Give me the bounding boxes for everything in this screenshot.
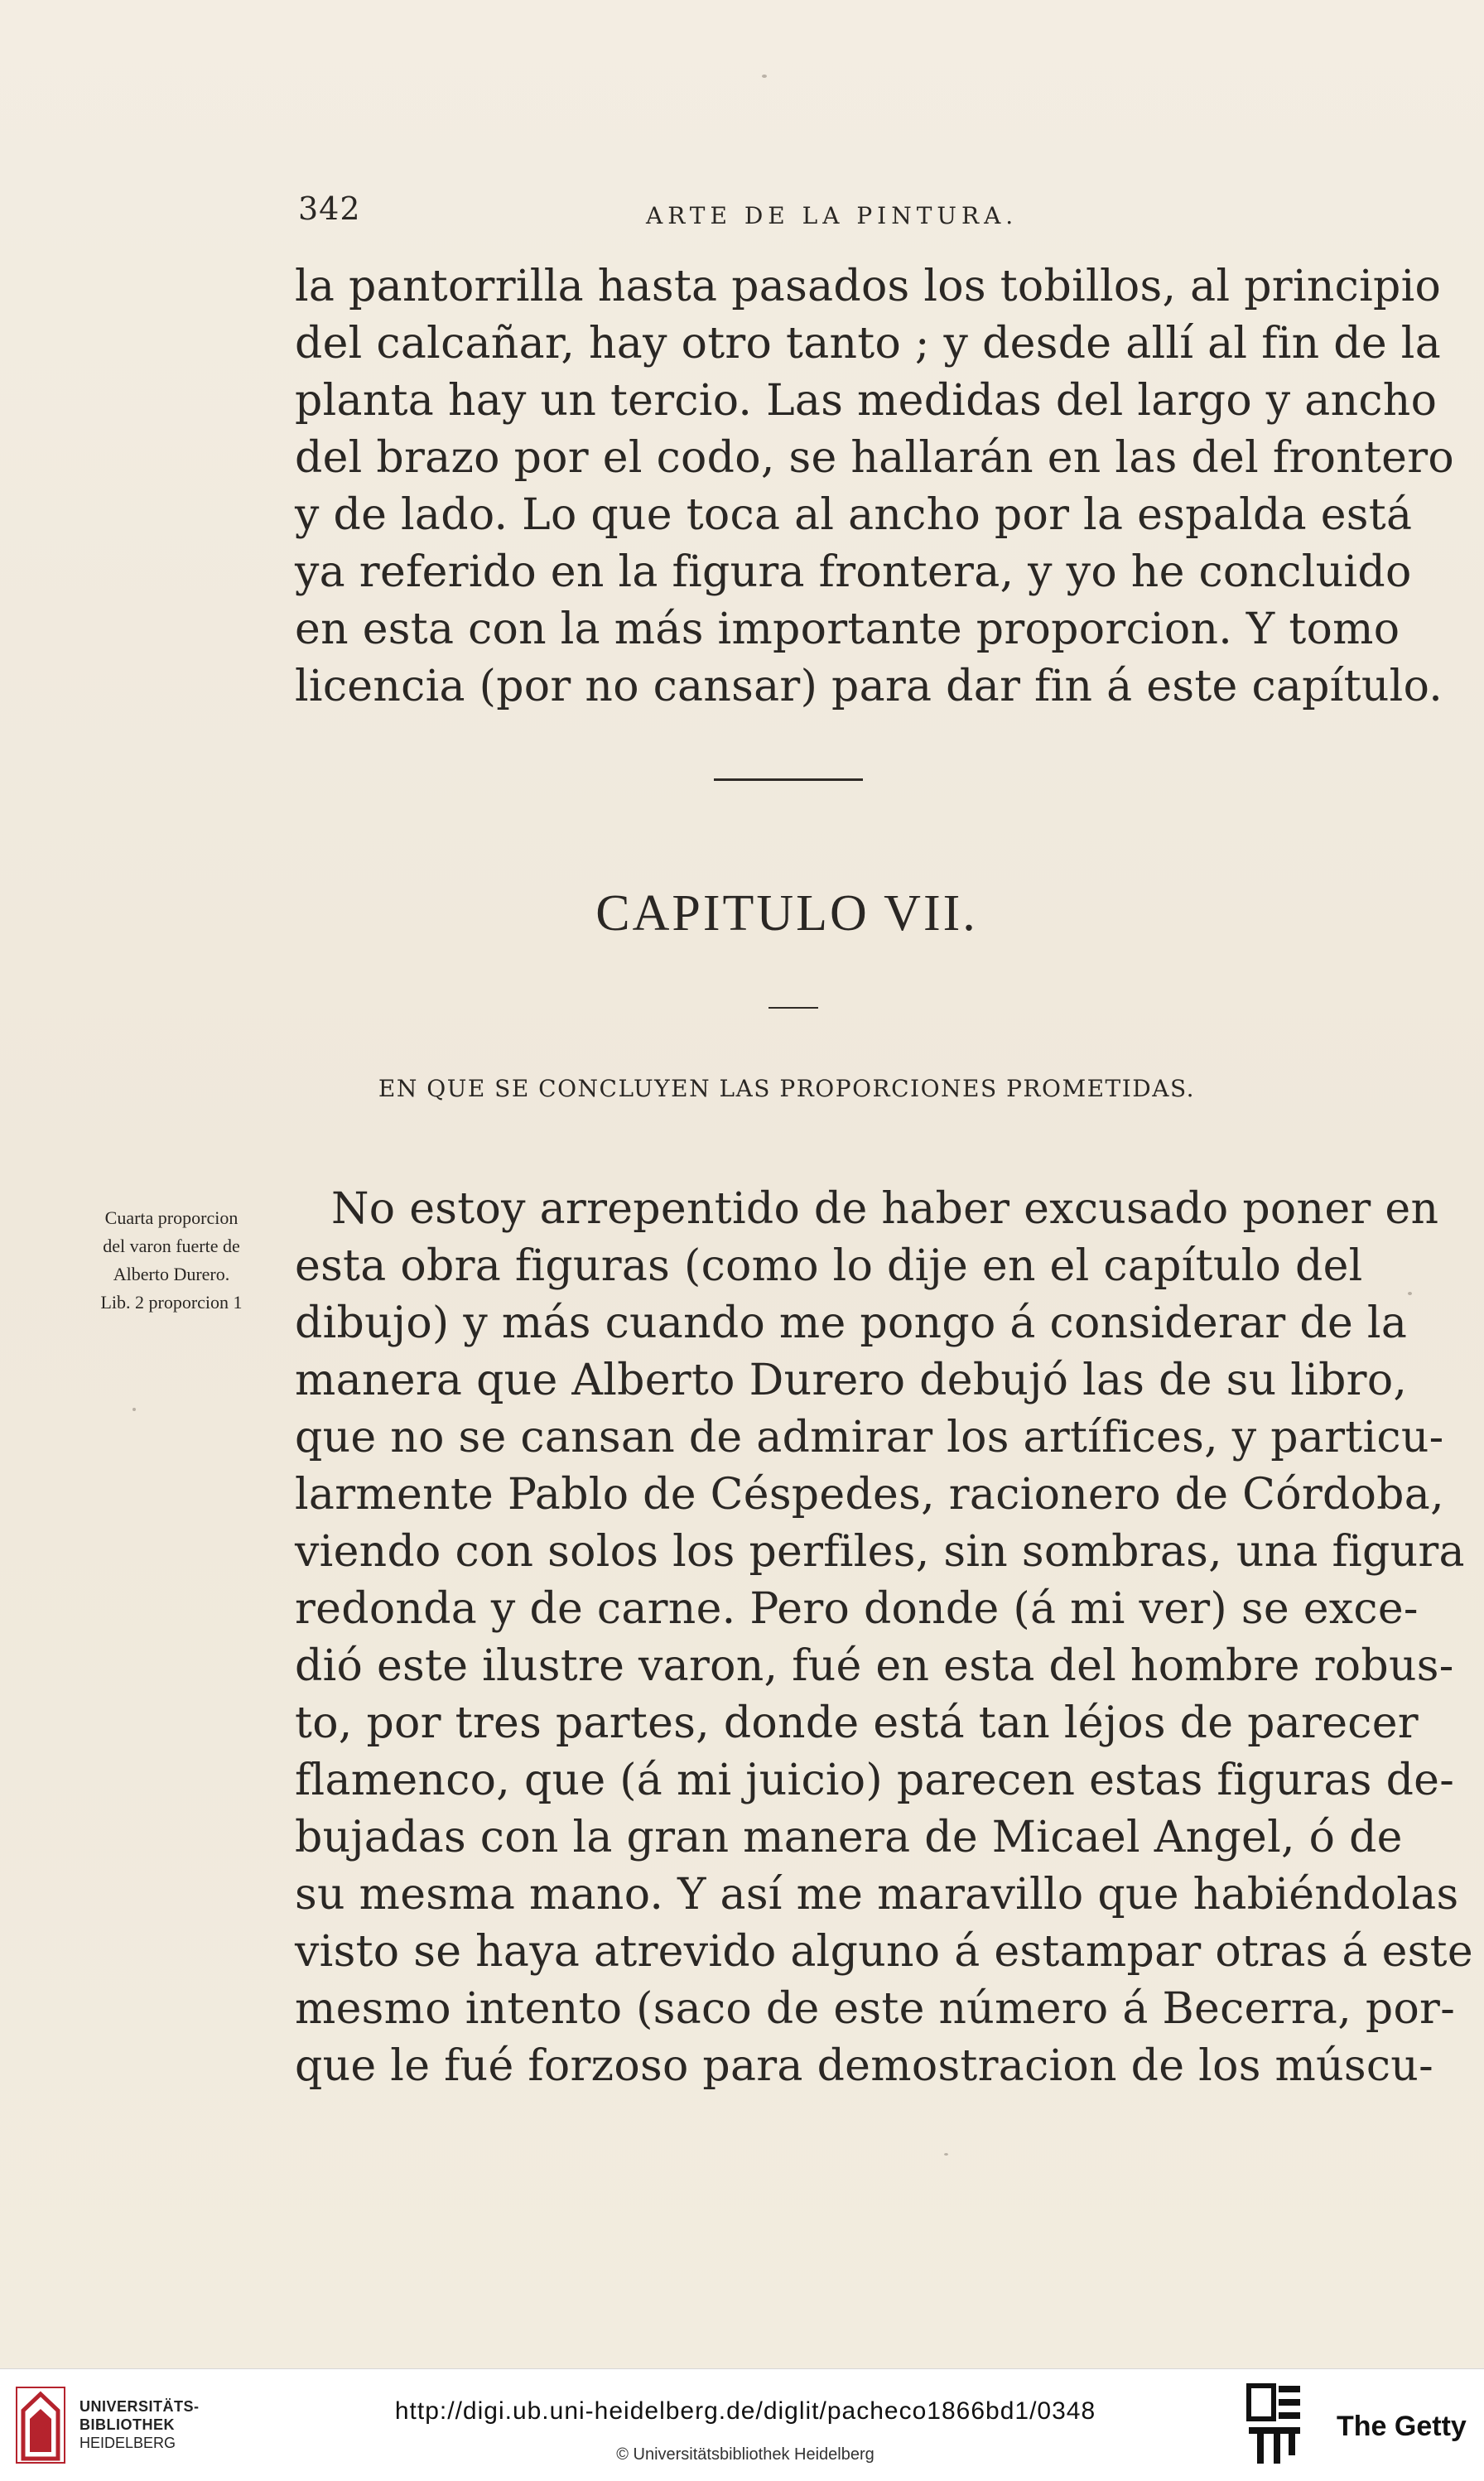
margin-note-line: Lib. 2 proporcion 1 — [100, 1292, 243, 1313]
text-line: to, por tres partes, donde está tan léjos de parecer — [295, 1698, 1419, 1748]
chapter-title: CAPITULO VII. — [595, 885, 978, 942]
paper-speck — [762, 75, 767, 78]
margin-note-line: del varon fuerte de — [103, 1236, 240, 1256]
text-line: del brazo por el codo, se hallarán en las del frontero — [295, 433, 1455, 483]
text-line: viendo con solos los perfiles, sin sombras, una figura — [295, 1527, 1465, 1577]
getty-name[interactable]: The Getty — [1337, 2411, 1467, 2442]
text-line: que le fué forzoso para demostracion de los múscu- — [295, 2041, 1433, 2091]
text-line: esta obra figuras (como lo dije en el capítulo del — [295, 1241, 1363, 1291]
page-number: 342 — [298, 190, 361, 227]
text-line: redonda y de carne. Pero donde (á mi ver) se exce- — [295, 1584, 1419, 1634]
text-line: visto se haya atrevido alguno á estampar otras á este — [295, 1927, 1473, 1977]
university-library-logo-icon[interactable] — [15, 2386, 66, 2464]
text-line: que no se cansan de admirar los artífices, y particu- — [295, 1413, 1444, 1462]
library-name-line: HEIDELBERG — [80, 2435, 176, 2451]
copyright-notice: © Universitätsbibliothek Heidelberg — [616, 2445, 874, 2464]
university-library-name[interactable] — [80, 2397, 200, 2452]
text-line: dió este ilustre varon, fué en esta del hombre robus- — [295, 1641, 1454, 1691]
running-head — [298, 190, 1292, 240]
paper-speck — [1408, 1292, 1412, 1295]
text-line: su mesma mano. Y así me maravillo que habiéndolas — [295, 1870, 1459, 1920]
text-line: y de lado. Lo que toca al ancho por la espalda está — [295, 490, 1413, 540]
text-line: licencia (por no cansar) para dar fin á este capítulo. — [295, 662, 1443, 711]
text-line: bujadas con la gran manera de Micael Angel, ó de — [295, 1813, 1403, 1862]
text-line: larmente Pablo de Céspedes, racionero de Córdoba, — [295, 1470, 1444, 1520]
getty-logo-icon[interactable] — [1246, 2382, 1303, 2467]
footer-bar — [0, 2368, 1484, 2481]
text-line: No estoy arrepentido de haber excusado poner en — [331, 1184, 1439, 1234]
text-line: mesmo intento (saco de este número á Becerra, por- — [295, 1984, 1456, 2034]
text-line: la pantorrilla hasta pasados los tobillos, al principio — [295, 262, 1442, 311]
library-name-line: UNIVERSITÄTS- — [80, 2398, 200, 2415]
text-line: del calcañar, hay otro tanto ; y desde allí al fin de la — [295, 319, 1442, 369]
paragraph-continued — [295, 258, 1455, 715]
margin-note-line: Alberto Durero. — [113, 1264, 230, 1284]
text-line: manera que Alberto Durero debujó las de su libro, — [295, 1356, 1408, 1405]
library-name-line: BIBLIOTHEK — [80, 2416, 175, 2433]
text-line: flamenco, que (á mi juicio) parecen estas figuras de- — [295, 1756, 1455, 1805]
text-line: planta hay un tercio. Las medidas del largo y ancho — [295, 376, 1438, 426]
permalink-url[interactable]: http://digi.ub.uni-heidelberg.de/diglit/pacheco1866bd1/0348 — [394, 2397, 1096, 2425]
title-divider — [768, 1007, 818, 1009]
text-line: ya referido en la figura frontera, y yo he concluido — [295, 547, 1412, 597]
section-divider — [714, 778, 863, 781]
chapter-body — [295, 1181, 1473, 2095]
paper-speck — [944, 2153, 948, 2156]
running-title: ARTE DE LA PINTURA. — [646, 202, 1019, 229]
paper-speck — [132, 1408, 136, 1411]
text-line: en esta con la más importante proporcion. Y tomo — [295, 605, 1400, 654]
text-line: dibujo) y más cuando me pongo á considerar de la — [295, 1298, 1408, 1348]
margin-note-line: Cuarta proporcion — [104, 1207, 238, 1228]
chapter-subtitle: EN QUE SE CONCLUYEN LAS PROPORCIONES PROMETIDAS. — [378, 1075, 1196, 1102]
margin-note — [55, 1204, 288, 1317]
